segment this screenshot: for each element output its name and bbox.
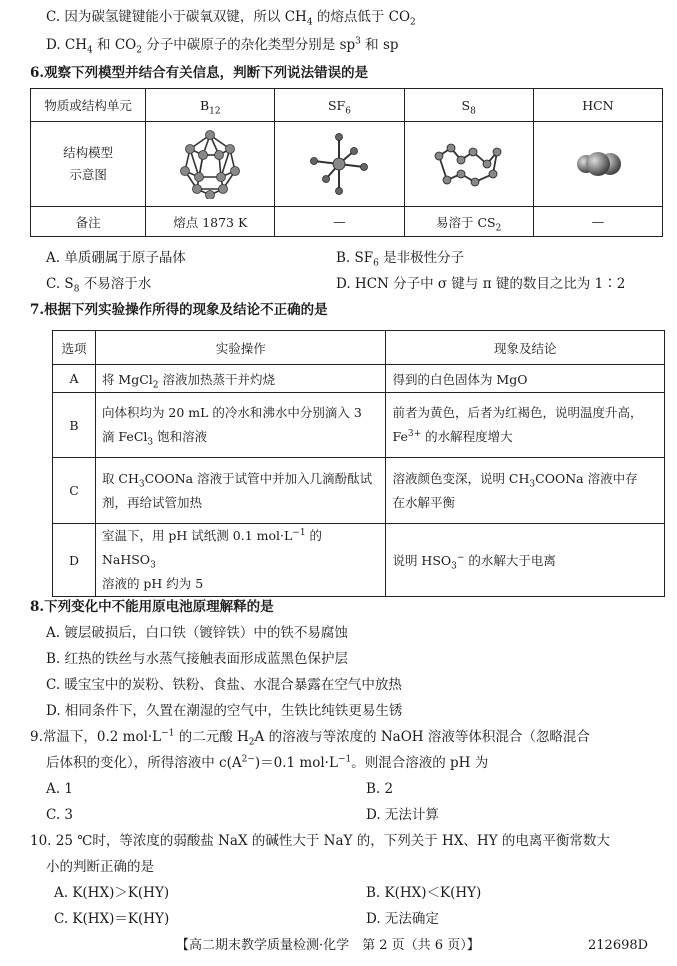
- q6-header-substance: 物质或结构单元: [31, 89, 146, 122]
- q6-header-b12: $B_{12}$: [146, 89, 275, 122]
- q7-row-c-operation: 取 $CH_3COONa$ 溶液于试管中并加入几滴酚酞试 剂，再给试管加热: [95, 458, 386, 524]
- q6-option-a: A. 单质硼属于原子晶体: [46, 250, 186, 266]
- q6-header-sf6: $SF_6$: [275, 89, 404, 122]
- q8-option-b: B. 红热的铁丝与水蒸气接触表面形成蓝黑色保护层: [46, 651, 349, 667]
- q7-table: [52, 330, 665, 597]
- q6-header-s8: $S_8$: [404, 89, 533, 122]
- q7-row-a-key: A: [53, 365, 96, 393]
- q8-option-d: D. 相同条件下，久置在潮湿的空气中，生铁比纯铁更易生锈: [46, 703, 403, 719]
- q6-row-model-label: 结构模型 示意图: [31, 122, 146, 207]
- q7-row-a-operation: 将 MgCl$_2$ 溶液加热蒸干并灼烧: [95, 365, 386, 393]
- q6-option-d: D. HCN 分子中 σ 键与 π 键的数目之比为 1∶2: [336, 276, 626, 292]
- q9-option-a: A. 1: [46, 781, 73, 797]
- q10-stem-line1: 10. 25 ℃时，等浓度的弱酸盐 NaX 的碱性大于 NaY 的，下列关于 HX、HY 的电离平衡常数大: [30, 833, 610, 849]
- q9-option-d: D. 无法计算: [366, 807, 439, 823]
- page-footer-code: 212698D: [588, 938, 649, 953]
- q6-header-hcn: HCN: [533, 89, 662, 122]
- q7-row-a-result: 得到的白色固体为 MgO: [386, 365, 665, 393]
- q10-option-d: D. 无法确定: [366, 911, 439, 927]
- q5-option-c: C. 因为碳氢键键能小于碳氧双键，所以 $CH_4$ 的熔点低于 $CO_2$: [46, 9, 416, 28]
- q7-row-d-result: 说明 $HSO_3^-$ 的水解大于电离: [386, 524, 665, 597]
- q7-row-d-operation: 室温下，用 pH 试纸测 0.1 $mol\cdot L^{-1}$ 的 NaHSO$_3$ 溶液的 pH 约为 5: [95, 524, 386, 597]
- q8-option-a: A. 镀层破损后，白口铁（镀锌铁）中的铁不易腐蚀: [46, 625, 348, 641]
- q7-stem: 7.根据下列实验操作所得的现象及结论不正确的是: [30, 302, 328, 318]
- sf6-model-figure: [275, 122, 404, 207]
- q10-option-a: A. K(HX)＞K(HY): [54, 885, 170, 901]
- q8-stem: 8.下列变化中不能用原电池原理解释的是: [30, 599, 274, 615]
- page-footer-title: 【高二期末教学质量检测·化学 第 2 页（共 6 页）】: [176, 938, 480, 953]
- q7-row-b-key: B: [53, 393, 96, 458]
- q10-option-c: C. K(HX)＝K(HY): [54, 911, 170, 927]
- sf6-note: —: [275, 207, 404, 237]
- q7-row-c-result: 溶液颜色变深，说明 $CH_3COONa$ 溶液中存 在水解平衡: [386, 458, 665, 524]
- q7-row-c-key: C: [53, 458, 96, 524]
- q6-row-note-label: 备注: [31, 207, 146, 237]
- q9-option-b: B. 2: [366, 781, 394, 797]
- q6-option-c: C. $S_8$ 不易溶于水: [46, 276, 152, 295]
- s8-model-figure: [404, 122, 533, 207]
- b12-model-figure: [146, 122, 275, 207]
- q10-stem-line2: 小的判断正确的是: [46, 859, 154, 875]
- q7-row-b-result: 前者为黄色，后者为红褐色，说明温度升高， $Fe^{3+}$ 的水解程度增大: [386, 393, 665, 458]
- q8-option-c: C. 暖宝宝中的炭粉、铁粉、食盐、水混合暴露在空气中放热: [46, 677, 402, 693]
- q9-option-c: C. 3: [46, 807, 74, 823]
- q7-row-b-operation: 向体积均为 20 mL 的冷水和沸水中分别滴入 3 滴 FeCl$_3$ 饱和溶液: [95, 393, 386, 458]
- q6-table: [30, 88, 663, 237]
- q9-stem-line1: 9.常温下，0.2 $mol\cdot L^{-1}$ 的二元酸 $H_2A$ 的溶液与等浓度的 NaOH 溶液等体积混合（忽略混合: [30, 728, 590, 748]
- s8-note: 易溶于 $CS_2$: [404, 207, 533, 237]
- hcn-note: —: [533, 207, 662, 237]
- q7-header-operation: 实验操作: [95, 331, 386, 365]
- q9-stem-line2: 后体积的变化），所得溶液中 $c(A^{2-})=0.1$ $mol\cdot L^{-1}$。则混合溶液的 pH 为: [46, 754, 489, 771]
- q6-option-b: B. $SF_6$ 是非极性分子: [336, 250, 465, 269]
- q7-header-result: 现象及结论: [386, 331, 665, 365]
- hcn-model-figure: [533, 122, 662, 207]
- q7-row-d-key: D: [53, 524, 96, 597]
- q7-header-option: 选项: [53, 331, 96, 365]
- q5-option-d: D. $CH_4$ 和 $CO_2$ 分子中碳原子的杂化类型分别是 $sp^3$ 和 sp: [46, 36, 399, 56]
- q6-stem: 6.观察下列模型并结合有关信息，判断下列说法错误的是: [30, 65, 369, 81]
- q10-option-b: B. K(HX)＜K(HY): [366, 885, 482, 901]
- b12-note: 熔点 1873 K: [146, 207, 275, 237]
